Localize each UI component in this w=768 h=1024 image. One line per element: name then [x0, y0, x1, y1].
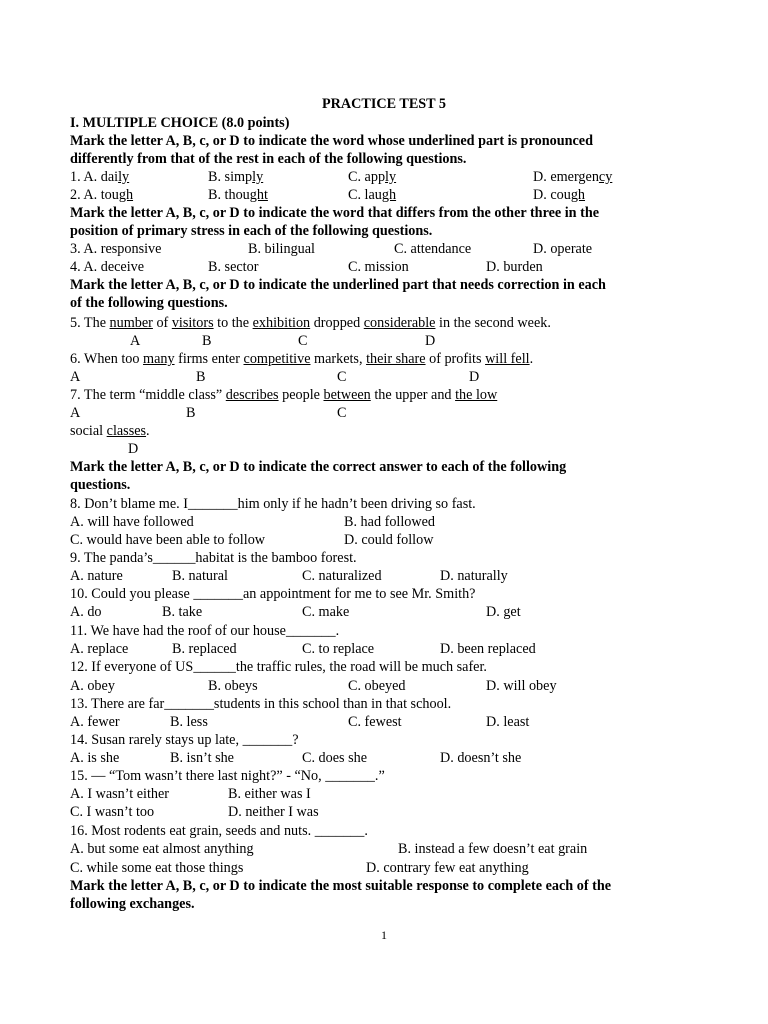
instruction-1-line-2: differently from that of the rest in each of the following questions.: [70, 151, 467, 167]
instruction-5-line-1: Mark the letter A, B, c, or D to indicate the most suitable response to complete each of the: [70, 878, 612, 894]
q16-option-b: B. instead a few doesn’t eat grain: [398, 841, 588, 857]
q7-sentence-continued: social classes.: [70, 423, 150, 439]
q5-label-a: A: [130, 333, 141, 349]
q6-label-c: C: [337, 369, 347, 385]
q10-option-b: B. take: [162, 604, 203, 620]
instruction-4-line-1: Mark the letter A, B, c, or D to indicate the correct answer to each of the following: [70, 459, 567, 475]
q7-label-c: C: [337, 405, 347, 421]
q1-option-c: C. apply: [348, 169, 397, 185]
q14-option-d: D. doesn’t she: [440, 750, 522, 766]
q16-option-d: D. contrary few eat anything: [366, 860, 529, 876]
q13-stem: 13. There are far_______students in this school than in that school.: [70, 696, 452, 712]
q3-option-b: B. bilingual: [248, 241, 315, 257]
instruction-2-line-1: Mark the letter A, B, c, or D to indicate the word that differs from the other three in the: [70, 205, 600, 221]
instruction-4-line-2: questions.: [70, 477, 131, 493]
page-number: 1: [381, 928, 387, 942]
section-heading: I. MULTIPLE CHOICE (8.0 points): [70, 115, 290, 131]
q10-stem: 10. Could you please _______an appointment for me to see Mr. Smith?: [70, 586, 476, 602]
q8-option-d: D. could follow: [344, 532, 434, 548]
q7-sentence: 7. The term “middle class” describes people between the upper and the low: [70, 387, 498, 403]
q4-option-a: 4. A. deceive: [70, 259, 145, 275]
q3-option-d: D. operate: [533, 241, 593, 257]
q10-option-c: C. make: [302, 604, 350, 620]
q9-option-a: A. nature: [70, 568, 123, 584]
q12-option-b: B. obeys: [208, 678, 258, 694]
q8-option-b: B. had followed: [344, 514, 436, 530]
q1-option-a: 1. A. daily: [70, 169, 130, 185]
q12-stem: 12. If everyone of US______the traffic rules, the road will be much safer.: [70, 659, 487, 675]
q15-stem: 15. — “Tom wasn’t there last night?” - “No, _______.”: [70, 768, 385, 784]
q9-option-d: D. naturally: [440, 568, 508, 584]
q4-option-b: B. sector: [208, 259, 259, 275]
q15-option-c: C. I wasn’t too: [70, 804, 155, 820]
q13-option-c: C. fewest: [348, 714, 402, 730]
q12-option-c: C. obeyed: [348, 678, 406, 694]
q1-option-b: B. simply: [208, 169, 264, 185]
q13-option-d: D. least: [486, 714, 530, 730]
q8-stem: 8. Don’t blame me. I_______him only if he hadn’t been driving so fast.: [70, 496, 476, 512]
instruction-2-line-2: position of primary stress in each of the following questions.: [70, 223, 433, 239]
q14-stem: 14. Susan rarely stays up late, _______?: [70, 732, 299, 748]
q7-label-b: B: [186, 405, 196, 421]
q5-label-d: D: [425, 333, 436, 349]
q11-option-a: A. replace: [70, 641, 129, 657]
q14-option-b: B. isn’t she: [170, 750, 234, 766]
q12-option-d: D. will obey: [486, 678, 557, 694]
q10-option-a: A. do: [70, 604, 102, 620]
q7-label-d: D: [128, 441, 139, 457]
q13-option-b: B. less: [170, 714, 208, 730]
q5-label-c: C: [298, 333, 308, 349]
q16-option-a: A. but some eat almost anything: [70, 841, 254, 857]
q14-option-c: C. does she: [302, 750, 368, 766]
q4-option-c: C. mission: [348, 259, 409, 275]
q15-option-b: B. either was I: [228, 786, 311, 802]
q8-option-a: A. will have followed: [70, 514, 194, 530]
q16-option-c: C. while some eat those things: [70, 860, 244, 876]
q10-option-d: D. get: [486, 604, 521, 620]
instruction-3-line-1: Mark the letter A, B, c, or D to indicate the underlined part that needs correction in each: [70, 277, 606, 293]
q2-option-a: 2. A. tough: [70, 187, 134, 203]
page-title: PRACTICE TEST 5: [321, 96, 447, 112]
q7-label-a: A: [70, 405, 81, 421]
q6-sentence: 6. When too many firms enter competitive markets, their share of profits will fell.: [70, 351, 534, 367]
q6-label-a: A: [70, 369, 81, 385]
instruction-3-line-2: of the following questions.: [70, 295, 228, 311]
q1-option-d: D. emergency: [533, 169, 613, 185]
q9-option-b: B. natural: [172, 568, 228, 584]
q2-option-b: B. thought: [208, 187, 268, 203]
q8-option-c: C. would have been able to follow: [70, 532, 266, 548]
q5-sentence: 5. The number of visitors to the exhibition dropped considerable in the second week.: [70, 315, 551, 331]
q11-option-c: C. to replace: [302, 641, 375, 657]
q11-stem: 11. We have had the roof of our house_______.: [70, 623, 340, 639]
q6-label-d: D: [469, 369, 480, 385]
q3-option-c: C. attendance: [394, 241, 472, 257]
q4-option-d: D. burden: [486, 259, 543, 275]
q12-option-a: A. obey: [70, 678, 115, 694]
q9-option-c: C. naturalized: [302, 568, 382, 584]
q15-option-a: A. I wasn’t either: [70, 786, 170, 802]
q14-option-a: A. is she: [70, 750, 120, 766]
instruction-5-line-2: following exchanges.: [70, 896, 195, 912]
q11-option-d: D. been replaced: [440, 641, 536, 657]
q2-option-c: C. laugh: [348, 187, 397, 203]
instruction-1-line-1: Mark the letter A, B, c, or D to indicate the word whose underlined part is pronounced: [70, 133, 593, 149]
q11-option-b: B. replaced: [172, 641, 237, 657]
q13-option-a: A. fewer: [70, 714, 120, 730]
q2-option-d: D. cough: [533, 187, 586, 203]
q15-option-d: D. neither I was: [228, 804, 319, 820]
q9-stem: 9. The panda’s______habitat is the bamboo forest.: [70, 550, 357, 566]
q3-option-a: 3. A. responsive: [70, 241, 162, 257]
q16-stem: 16. Most rodents eat grain, seeds and nuts. _______.: [70, 823, 368, 839]
q5-label-b: B: [202, 333, 212, 349]
q6-label-b: B: [196, 369, 206, 385]
